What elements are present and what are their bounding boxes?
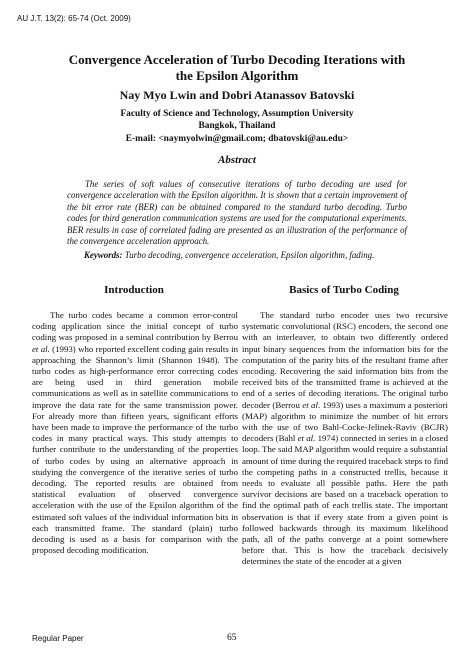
basics-et-al-2: et al. — [297, 433, 316, 444]
basics-et-al-1: et al — [302, 399, 318, 410]
keywords-label: Keywords: — [84, 250, 123, 260]
affiliation-email: E-mail: <naymyolwin@gmail.com; dbatovski@au.edu> — [125, 133, 349, 144]
abstract-heading: Abstract — [218, 154, 256, 166]
title-line-2: the Epsilon Algorithm — [175, 67, 299, 83]
affiliation-line-2: Bangkok, Thailand — [198, 121, 276, 132]
intro-et-al: et al. — [32, 343, 50, 354]
journal-header: AU J.T. 13(2): 65-74 (Oct. 2009) — [17, 14, 131, 23]
intro-text-2: (1993) who reported excellent coding gain results in approaching the Shannon’s limit (Shannon 1948). The turbo codes as high-performance error correcting codes are being used in third generation mobile communications as well as in satellite communications to improve the data rate for the same transmission power. For already more than fifteen years, significant efforts have been made to improve the performance of the turbo codes in many practical ways. This study attempts to further contribute to the understanding of the properties of turbo codes by using an alternative approach in studying the convergence of the iterative series of turbo decoding. The reported results are obtained from statistical evaluation of observed convergence acceleration with the use of the Epsilon algorithm of the estimated soft values of the individual information bits in each transmitted frame. The standard (plain) turbo decoding is used as a basis for comparison with the proposed decoding modification. — [32, 343, 239, 556]
keywords — [84, 250, 414, 260]
intro-text-1: The turbo codes became a common error-control coding application since the initial concept of turbo coding was proposed in a seminal contribution by Berrou — [32, 310, 238, 343]
paper-authors: Nay Myo Lwin and Dobri Atanassov Batovski — [119, 88, 355, 102]
basics-text-1: The standard turbo encoder uses two recursive systematic convolutional (RSC) encoders, the second one with an interleaver, to obtain two differently ordered input binary sequences from the information bits for the computation of the parity bits of the resultant frame after encoding. Recovering the said information bits from the received bits of the transmitted frame is achieved at the end of a series of decoding iterations. The original turbo decoder (Berrou — [242, 310, 448, 410]
title-line-1: Convergence Acceleration of Turbo Decoding Iterations with — [68, 52, 406, 67]
paper-title — [40, 52, 434, 83]
footer-label: Regular Paper — [32, 634, 84, 643]
introduction-text — [32, 310, 238, 556]
keywords-list: Turbo decoding, convergence acceleration, Epsilon algorithm, fading. — [124, 250, 375, 260]
page-number: 65 — [227, 633, 237, 643]
basics-text-3: 1974) connected in series in a closed loop. The said MAP algorithm would require a substantial amount of time during the required traceback steps to find the competing paths in a constructed trellis, because it needs to evaluate all possible paths. Here the path survivor decisions are based on a traceback operation to find the optimal path of each trellis state. The important observation is that if every state from a given point is followed backwards through its maximum likelihood path, all of the paths converge at a point somewhere before that. This is how the traceback decisively determines the state of the encoder at a given — [242, 433, 449, 567]
abstract-text: The series of soft values of consecutive iterations of turbo decoding are used for convergence acceleration with the Epsilon algorithm. It is shown that a certain improvement of the bit error rate (BER) can be obtained compared to the standard turbo decoding. Turbo codes for third generation communication systems are used for the computational experiments. BER results in case of correlated fading are presented as an illustration of the performance of the convergence acceleration approach. — [67, 179, 407, 247]
basics-heading: Basics of Turbo Coding — [289, 284, 399, 296]
affiliation — [40, 108, 434, 145]
basics-text — [242, 310, 448, 568]
affiliation-line-1: Faculty of Science and Technology, Assumption University — [120, 109, 354, 119]
introduction-heading: Introduction — [104, 284, 164, 296]
basics-text-2: . 1993) uses a maximum a posteriori (MAP) algorithm to minimize the number of bit errors with the use of two Bahl-Cocke-Jelinek-Raviv (BCJR) decoders (Bahl — [242, 399, 448, 444]
